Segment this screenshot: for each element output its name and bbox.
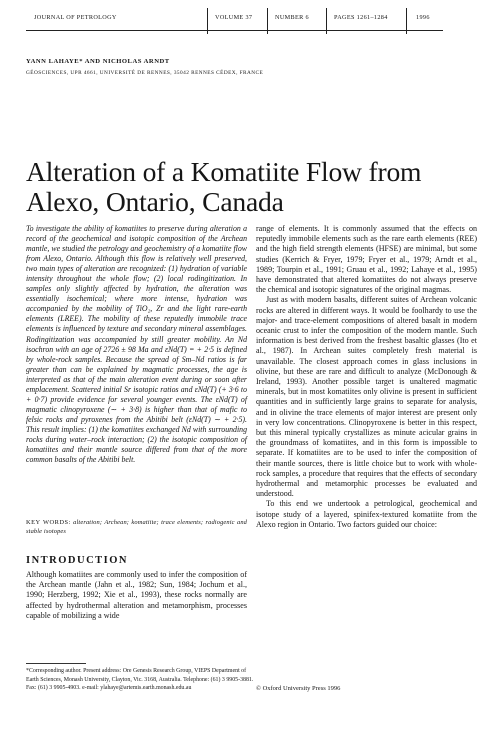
footnote-rule xyxy=(26,663,86,664)
section-heading-introduction: INTRODUCTION xyxy=(26,555,129,566)
body-paragraph: Just as with modern basalts, different suites of Archean volcanic rocks are altered in different ways. It would be foolhardy to use the major- and trace-element compositions of altered basalt in modern oceanic crust to infer the composition of the modern mantle. Such information is best derived from the freshest basaltic glasses (Ito et al., 1987). In Archean suites completely fresh material is unavailable. The closest approach comes in glass inclusions in olivine, but these are rare and difficult to analyze (McDonough & Ireland, 1993). Another possible target is unaltered magmatic minerals, but in most komatiites only olivine is present in sufficient quantities and in sufficiently large grains to separate for analysis, and in olivine the trace elements of major interest are present only in very low concentrations. Clinopyroxene is better in this respect, but this mineral typically crystallizes as minute acicular grains in the groundmass of komatiites, and in this form is impossible to separate. If komatiites are to be used to infer the composition of their mantle sources, there is little choice but to work with whole-rock samples, a procedure that requires that the effects of secondary hydrothermal and metamorphic processes be evaluated and understood. xyxy=(256,295,477,499)
issue-number: NUMBER 6 xyxy=(275,14,309,21)
header-rule xyxy=(207,30,407,31)
keywords xyxy=(26,518,247,536)
corresponding-author-footnote: *Corresponding author. Present address: Ore Genesis Research Group, VIEPS Department of Earth Sciences, Monash University, Clayton, Vic. 3168, Australia. Telephone: (61) 3 9905-3881. Fax: (61) 3 9905-4903. e-mail: ylahaye@artemis.earth.monash.edu.au xyxy=(26,668,254,692)
journal-name: JOURNAL OF PETROLOGY xyxy=(34,14,117,21)
copyright-notice: © Oxford University Press 1996 xyxy=(256,685,341,692)
right-column xyxy=(256,224,477,530)
abstract-text: To investigate the ability of komatiites to preserve during alteration a record of the geochemical and isotopic composition of the Archean mantle, we studied the petrology and geochemistry of a komatiite flow from Alexo, Ontario. Although this flow is relatively well preserved, two main types of alteration are recognized: (1) hydration of variable intensity throughout the whole flow; (2) local rodingitization. In samples only slightly affected by hydration, the alteration was essentially isochemical; where more intense, hydration was accompanied by the mobility of TiO₂, Zr and the light rare-earth elements (LREE). The mobility of these reputedly immobile trace elements is influenced by texture and secondary mineral assemblages. Rodingitization was accompanied by still greater mobility. An Nd isochron with an age of 2726 ± 98 Ma and εNd(T) = + 2·5 is defined by whole-rock samples. Because the spread of Sm–Nd ratios is far greater than can be explained by magmatic processes, the age is interpreted as that of the main alteration event during or soon after emplacement. Scattered initial Sr isotopic ratios and εNd(T) (+ 3·6 to + 0·7) provide evidence for several younger events. The εNd(T) of magmatic clinopyroxene (∼ + 3·8) is higher than that of mafic to felsic rocks and pyroxenes from the Abitibi belt (εNd(T) ∼ + 2·5). This result implies: (1) the komatiites exchanged Nd with surrounding rocks during water–rock interaction; (2) the isotopic composition of komatiites and their mantle source differed from that of the more common basalts of the Abitibi belt. xyxy=(26,224,247,465)
keywords-list: alteration; Archean; komatiite; trace elements; radiogenic and stable isotopes xyxy=(26,519,248,536)
page-range: PAGES 1261–1284 xyxy=(334,14,388,21)
running-header xyxy=(26,8,474,34)
header-rule xyxy=(407,30,443,31)
publication-year: 1996 xyxy=(416,14,430,21)
volume-label: VOLUME 37 xyxy=(215,14,253,21)
header-rule xyxy=(26,30,207,31)
affiliation-line: GÉOSCIENCES, UPR 4661, UNIVERSITÉ DE RENNES, 35042 RENNES CÉDEX, FRANCE xyxy=(26,70,264,76)
intro-paragraph: Although komatiites are commonly used to infer the composition of the Archean mantle (Jahn et al., 1982; Sun, 1984; Jochum et al., 1990; Herzberg, 1992; Xie et al., 1993), these rocks normally are affected by hydrothermal alteration and metamorphism, processes capable of mobilizing a wide xyxy=(26,570,247,620)
body-paragraph: range of elements. It is commonly assumed that the effects on reputedly immobile elements such as the rare earth elements (REE) and the high field strength elements (HFSE) are minimal, but some studies (Kerrich & Fryer, 1979; Fryer et al., 1979; Arndt et al., 1989; Tourpin et al., 1991; Gruau et al., 1992; Lahaye et al., 1995) have demonstrated that altered komatiites do not always preserve the chemical and isotopic signatures of the original magmas. xyxy=(256,224,477,295)
article-title: Alteration of a Komatiite Flow from Alexo, Ontario, Canada xyxy=(26,156,422,218)
author-line: YANN LAHAYE* AND NICHOLAS ARNDT xyxy=(26,58,170,65)
body-paragraph: To this end we undertook a petrological, geochemical and isotope study of a layered, spinifex-textured komatiite from the Alexo region in Ontario. Two factors guided our choice: xyxy=(256,499,477,529)
keywords-label: KEY WORDS: xyxy=(26,519,71,526)
abstract xyxy=(26,224,247,465)
introduction-left-column xyxy=(26,570,247,621)
